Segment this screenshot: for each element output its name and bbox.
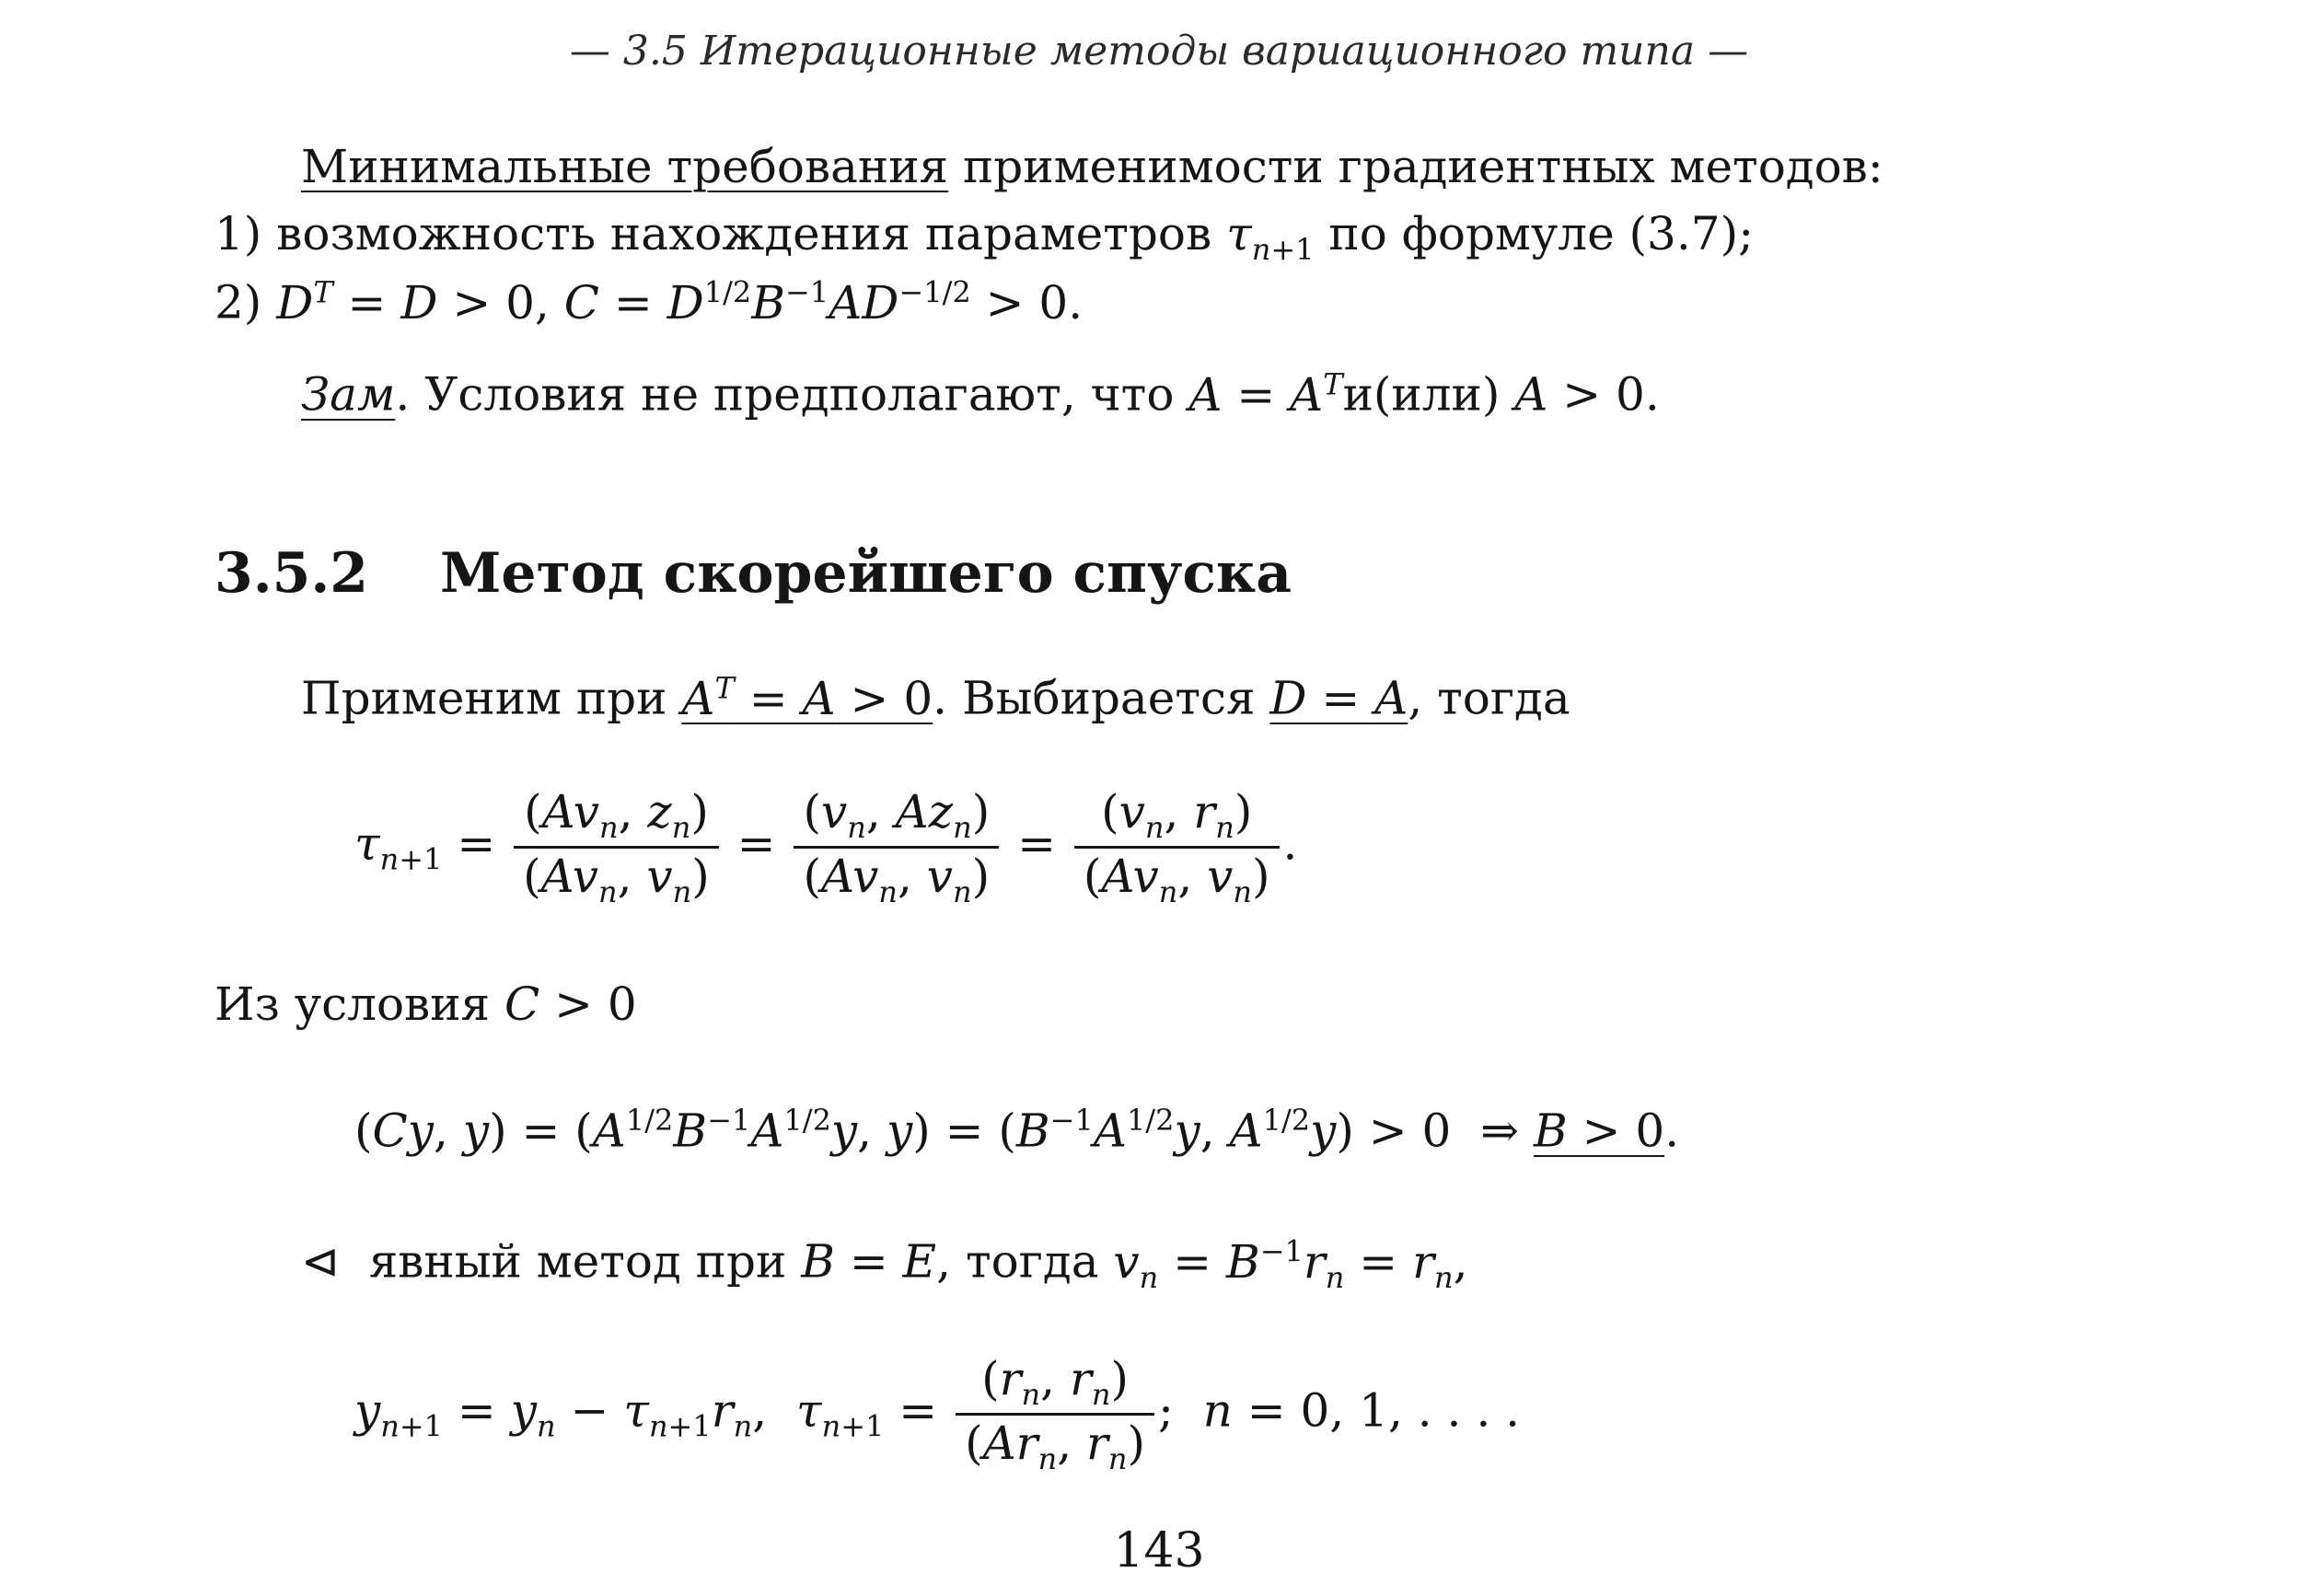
requirement-item-2: 2) $D^T = D > 0$, $C = D^{1/2}B^{-1}AD^{-1/2} > 0$.	[214, 274, 1084, 330]
formula-b-equals-e: B = E	[801, 1234, 937, 1289]
explicit-method-line: ⊲ явный метод при B = E, тогда $v_n = B^{-1}r_n = r_n$,	[301, 1233, 1468, 1295]
section-title: Метод скорейшего спуска	[440, 541, 1292, 606]
formula-d-equals-a: D = A	[1269, 671, 1408, 725]
formula-a-symmetric: $A = A^T$	[1188, 366, 1343, 422]
formula-tau-definition: $\tau_{n+1}$ = $\frac{(Av_n, z_n)}{(Av_n, v_n)}$ = $\frac{(v_n, Az_n)}{(Av_n, v_n)}$ = $\frac{(v_n, r_n)}{(Av_n, v_n)}$ .	[354, 785, 1298, 909]
fraction: $\frac{(v_n, r_n)}{(Av_n, v_n)}$	[1074, 784, 1280, 910]
section-number: 3.5.2	[214, 541, 369, 606]
condition-line: Из условия C > 0	[214, 977, 637, 1031]
formula-d-c-condition: $D^T = D > 0$, $C = D^{1/2}B^{-1}AD^{-1/2} > 0$.	[276, 274, 1084, 330]
triangle-left-icon: ⊲	[301, 1234, 340, 1289]
note-label: Зам	[301, 367, 396, 422]
running-header: — 3.5 Итерационные методы вариационного типа —	[569, 28, 1749, 75]
page-number: 143	[1113, 1523, 1205, 1579]
formula-cy-y: (Cy, $y) = (A^{1/2}B^{-1}A^{1/2}y$, $y) = (B^{-1}A^{1/2}y$, $A^{1/2}y) > 0$ ⇒ B > 0.	[354, 1103, 1680, 1158]
requirement-item-1: 1) возможность нахождения параметров $\tau_{n+1}$ по формуле (3.7);	[214, 207, 1754, 267]
formula-c-positive: C > 0	[504, 977, 637, 1031]
apply-line: Применим при $A^T = A > 0$. Выбирается D = A, тогда	[301, 670, 1570, 725]
formula-v-n: $v_n = B^{-1}r_n = r_n$,	[1113, 1233, 1468, 1295]
requirements-intro: Минимальные требования применимости градиентных методов:	[301, 140, 1883, 193]
note-line: Зам. Условия не предполагают, что $A = A^Tи(или) A > 0$.	[301, 366, 1660, 422]
formula-a-positive: A > 0.	[1514, 367, 1660, 422]
formula-at-a-positive: $A^T = A > 0$	[681, 670, 933, 725]
requirements-intro-underlined: Минимальные требования	[301, 140, 949, 193]
formula-iteration: $y_{n+1} = y_n - \tau_{n+1}r_n$, $\tau_{n+1}$ = $\frac{(r_n, r_n)}{(Ar_n, r_n)}$ ; n = 0, 1, . . . .	[354, 1352, 1521, 1476]
fraction: $\frac{(Av_n, z_n)}{(Av_n, v_n)}$	[514, 784, 719, 910]
section-heading	[214, 541, 1292, 606]
fraction: $\frac{(v_n, Az_n)}{(Av_n, v_n)}$	[794, 784, 999, 910]
formula-b-positive: B > 0	[1533, 1104, 1665, 1158]
formula-tau: $\tau_{n+1}$	[1226, 207, 1315, 267]
fraction: $\frac{(r_n, r_n)}{(Ar_n, r_n)}$	[956, 1351, 1154, 1477]
